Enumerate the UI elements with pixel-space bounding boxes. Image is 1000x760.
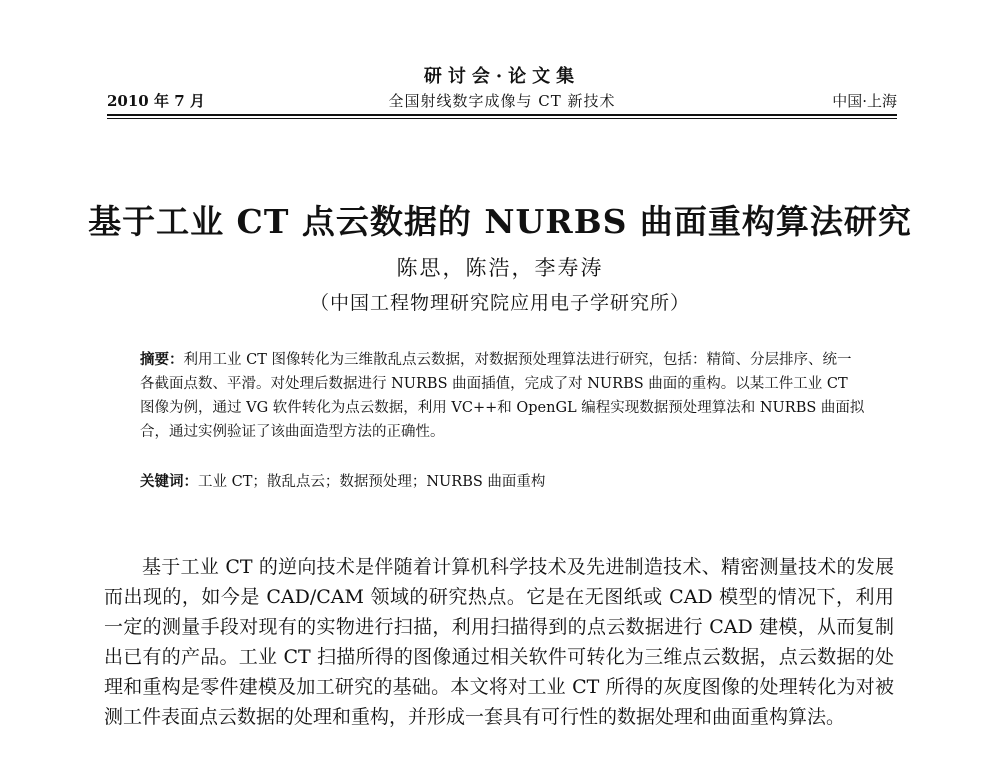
header-place: 中国·上海 bbox=[832, 92, 897, 110]
header-series: 研讨会·论文集 bbox=[423, 66, 581, 87]
keywords-text: 工业 CT；散乱点云；数据预处理；NURBS 曲面重构 bbox=[198, 474, 546, 490]
keywords bbox=[140, 470, 865, 491]
paper-authors: 陈思，陈浩，李寿涛 bbox=[396, 256, 604, 280]
header-rule-thin bbox=[107, 118, 897, 119]
body-paragraph: 基于工业 CT 的逆向技术是伴随着计算机科学技术及先进制造技术、精密测量技术的发展而出现的，如今是 CAD/CAM 领域的研究热点。它是在无图纸或 CAD 模型的情况下，利用一定的测量手段对现有的实物进行扫描，利用扫描得到的点云数据进行 CAD 建模，从而复制出已有的产品。工业 CT 扫描所得的图像通过相关软件可转化为三维点云数据，点云数据的处理和重构是零件建模及加工研究的基础。本文将对工业 CT 所得的灰度图像的处理转化为对被测工件表面点云数据的处理和重构，并形成一套具有可行性的数据处理和曲面重构算法。 bbox=[104, 556, 894, 728]
abstract-label: 摘要： bbox=[140, 351, 184, 368]
running-header bbox=[107, 62, 897, 116]
header-rule-thick bbox=[107, 114, 897, 116]
paper-affiliation: （中国工程物理研究院应用电子学研究所） bbox=[309, 292, 690, 314]
paper-title: 基于工业 CT 点云数据的 NURBS 曲面重构算法研究 bbox=[88, 202, 912, 241]
header-date: 2010 年 7 月 bbox=[107, 92, 205, 110]
keywords-label: 关键词： bbox=[140, 473, 198, 490]
abstract bbox=[140, 348, 865, 444]
abstract-text: 利用工业 CT 图像转化为三维散乱点云数据，对数据预处理算法进行研究，包括：精简、分层排序、统一各截面点数、平滑。对处理后数据进行 NURBS 曲面插值，完成了对 NURBS 曲面的重构。以某工件工业 CT 图像为例，通过 VG 软件转化为点云数据，利用 VC++和 OpenGL 编程实现数据预处理算法和 NURBS 曲面拟合，通过实例验证了该曲面造型方法的正确性。 bbox=[140, 352, 865, 440]
header-conference: 全国射线数字成像与 CT 新技术 bbox=[388, 92, 616, 110]
